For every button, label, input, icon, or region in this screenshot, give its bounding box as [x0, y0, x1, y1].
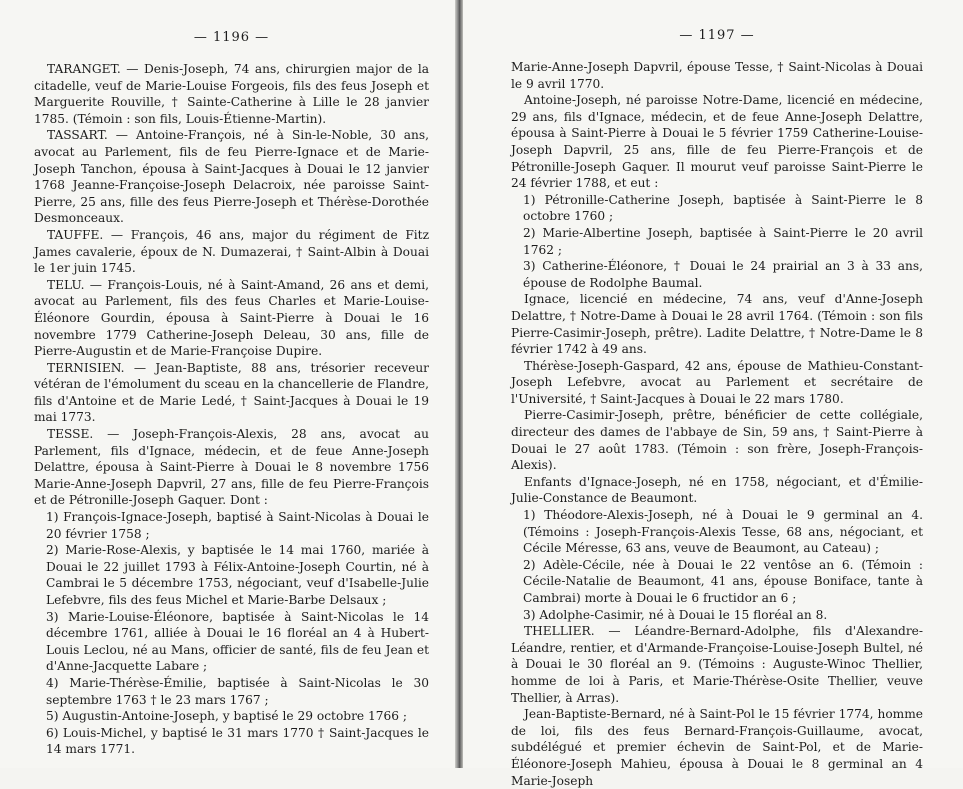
child-item: 5) Augustin-Antoine-Joseph, y baptisé le 29 octobre 1766 ; [46, 709, 407, 724]
entry-enfants: Enfants d'Ignace-Joseph, né en 1758, négociant, et d'Émilie-Julie-Constance de Beaumont. [511, 474, 923, 506]
entry-tauffe: TAUFFE. — François, 46 ans, major du régiment de Fitz James cavalerie, époux de N. Dumazerai, † Saint-Albin à Douai le 1er juin 1745. [34, 227, 429, 276]
page-text [34, 61, 429, 758]
page-number: — 1197 — [679, 28, 755, 43]
entry-tassart: TASSART. — Antoine-François, né à Sin-le-Noble, 30 ans, avocat au Parlement, fils de feu Pierre-Ignace et de Marie-Joseph Tanchon, épousa à Saint-Jacques à Douai le 12 janvier 1768 Jeanne-Françoise-Joseph Delacroix, née paroisse Saint-Pierre, 25 ans, fille des feus Pierre-Joseph et Thérèse-Dorothée Desmonceaux. [34, 128, 429, 226]
entry-antoine-joseph: Antoine-Joseph, né paroisse Notre-Dame, licencié en médecine, 29 ans, fils d'Ignace, médecin, et de feue Anne-Joseph Delattre, épousa à Saint-Pierre à Douai le 5 février 1759 Catherine-Louise-Joseph Dapvril, 25 ans, fille de feu Pierre-François et de Pétronille-Joseph Gaquer. Il mourut veuf paroisse Saint-Pierre le 24 février 1788, et eut : [511, 93, 923, 191]
child-item: 2) Adèle-Cécile, née à Douai le 22 ventôse an 6. (Témoin : Cécile-Natalie de Beaumont, 41 ans, épouse Boniface, tante à Cambrai) morte à Douai le 6 fructidor an 6 ; [523, 557, 923, 605]
book-gutter [455, 0, 463, 768]
child-item: 3) Catherine-Éléonore, † Douai le 24 prairial an 3 à 33 ans, épouse de Rodolphe Baumal. [523, 259, 923, 290]
entry-telu: TELU. — François-Louis, né à Saint-Amand, 26 ans et demi, avocat au Parlement, fils des feus Charles et Marie-Louise-Éléonore Gourdin, épousa à Saint-Pierre à Douai le 16 novembre 1779 Catherine-Joseph Deleau, 30 ans, fille de Pierre-Augustin et de Marie-Françoise Dupire. [34, 277, 429, 359]
entry-taranget: TARANGET. — Denis-Joseph, 74 ans, chirurgien major de la citadelle, veuf de Marie-Louise Forgeois, fils des feus Joseph et Marguerite Rouville, † Sainte-Catherine à Lille le 28 janvier 1785. (Témoin : son fils, Louis-Étienne-Martin). [34, 62, 429, 126]
child-item: 3) Adolphe-Casimir, né à Douai le 15 floréal an 8. [523, 607, 828, 622]
child-item: 1) François-Ignace-Joseph, baptisé à Saint-Nicolas à Douai le 20 février 1758 ; [46, 510, 429, 541]
child-item: 2) Marie-Rose-Alexis, y baptisée le 14 mai 1760, mariée à Douai le 22 juillet 1793 à Félix-Antoine-Joseph Courtin, né à Cambrai le 5 décembre 1753, négociant, veuf d'Isabelle-Julie Lefebvre, fils des feus Michel et Marie-Barbe Delsaux ; [46, 543, 429, 607]
child-item: 3) Marie-Louise-Éléonore, baptisée à Saint-Nicolas le 14 décembre 1761, alliée à Douai le 16 floréal an 4 à Hubert-Louis Leclou, né au Mans, officier de santé, fils de feu Jean et d'Anne-Jacquette Labare ; [46, 609, 429, 674]
entry-ignace: Ignace, licencié en médecine, 74 ans, veuf d'Anne-Joseph Delattre, † Notre-Dame à Douai le 28 avril 1764. (Témoin : son fils Pierre-Casimir-Joseph, prêtre). Ladite Delattre, † Notre-Dame le 8 février 1742 à 49 ans. [511, 292, 923, 357]
entry-tesse: TESSE. — Joseph-François-Alexis, 28 ans, avocat au Parlement, fils d'Ignace, médecin, et de feue Anne-Joseph Delattre, épousa à Saint-Pierre à Douai le 8 novembre 1756 Marie-Anne-Joseph Dapvril, 27 ans, fille de feu Pierre-François et de Pétronille-Joseph Gaquer. Dont : [34, 427, 429, 508]
entry-therese: Thérèse-Joseph-Gaspard, 42 ans, épouse de Mathieu-Constant-Joseph Lefebvre, avocat au Parlement et secrétaire de l'Université, † Saint-Jacques à Douai le 22 mars 1780. [511, 358, 923, 406]
right-page [463, 0, 963, 788]
entry-thellier: THELLIER. — Léandre-Bernard-Adolphe, fils d'Alexandre-Léandre, rentier, et d'Armande-Françoise-Louise-Joseph Bultel, né à Douai le 30 floréal an 9. (Témoins : Auguste-Winoc Thellier, homme de loi à Paris, et Marie-Thérèse-Osite Thellier, veuve Thellier, à Arras). [511, 624, 923, 705]
child-item: 6) Louis-Michel, y baptisé le 31 mars 1770 † Saint-Jacques le 14 mars 1771. [46, 725, 429, 757]
entry-ternisien: TERNISIEN. — Jean-Baptiste, 88 ans, trésorier receveur vétéran de l'émolument du sceau en la chancellerie de Flandre, fils d'Antoine et de Marie Ledé, † Saint-Jacques à Douai le 19 mai 1773. [34, 360, 429, 425]
left-page [0, 0, 455, 768]
entry-jean-baptiste: Jean-Baptiste-Bernard, né à Saint-Pol le 15 février 1774, homme de loi, fils des feus Bernard-François-Guillaume, avocat, subdélégué et premier échevin de Saint-Pol, et de Marie-Éléonore-Joseph Mahieu, épousa à Douai le 8 germinal an 4 Marie-Joseph [511, 707, 923, 788]
child-item: 2) Marie-Albertine Joseph, baptisée à Saint-Pierre le 20 avril 1762 ; [523, 225, 923, 257]
child-item: 1) Pétronille-Catherine Joseph, baptisée à Saint-Pierre le 8 octobre 1760 ; [523, 192, 923, 224]
entry-pierre-casimir: Pierre-Casimir-Joseph, prêtre, bénéficier de cette collégiale, directeur des dames de l'abbaye de Sin, 59 ans, † Saint-Pierre à Douai le 27 août 1783. (Témoin : son frère, Joseph-François-Alexis). [511, 408, 923, 473]
child-item: 1) Théodore-Alexis-Joseph, né à Douai le 9 germinal an 4. (Témoins : Joseph-François-Alexis Tesse, 68 ans, négociant, et Cécile Méresse, 63 ans, veuve de Beaumont, au Cateau) ; [523, 508, 923, 556]
child-item: 4) Marie-Thérèse-Émilie, baptisée à Saint-Nicolas le 30 septembre 1763 † le 23 mars 1767 ; [46, 675, 429, 707]
page-text [511, 59, 923, 789]
continued-entry: Marie-Anne-Joseph Dapvril, épouse Tesse, † Saint-Nicolas à Douai le 9 avril 1770. [511, 60, 923, 91]
page-number: — 1196 — [193, 30, 270, 45]
